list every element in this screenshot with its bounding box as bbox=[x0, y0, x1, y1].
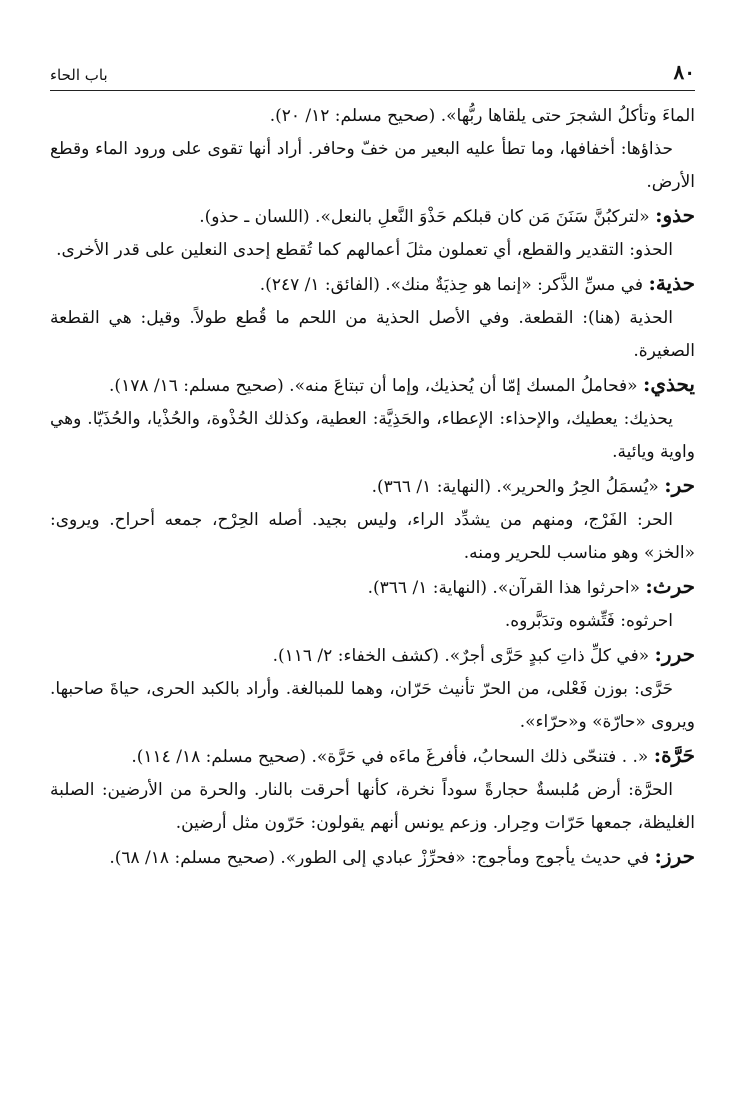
entry-text: في مسِّ الذَّكر: «إنما هو حِذيَةٌ منك». (الفائق: ١/ ٢٤٧). bbox=[259, 275, 644, 295]
dictionary-entry bbox=[50, 368, 695, 403]
entry-headword: حرث: bbox=[645, 574, 695, 598]
entry-text: «لتركبُنَّ سَنَنَ مَن كان قبلكم حَذْوَ النَّعلِ بالنعل». (اللسان ـ حذو). bbox=[199, 207, 650, 227]
dictionary-entry bbox=[50, 638, 695, 673]
dictionary-entry bbox=[50, 199, 695, 234]
paragraph: يحذيك: يعطيك، والإحذاء: الإعطاء، والحَذِيَّة: العطية، وكذلك الحُذْوة، والحُذْيا، والحُذَيّا. وهي واوية ويائية. bbox=[50, 409, 695, 462]
dictionary-entry bbox=[50, 267, 695, 302]
dictionary-entry bbox=[50, 739, 695, 774]
paragraph: الحذية (هنا): القطعة. وفي الأصل الحذية من اللحم ما قُطع طولاً. وقيل: هي القطعة الصغيرة. bbox=[50, 308, 695, 361]
entry-text: «فحاملُ المسك إمّا أن يُحذيك، وإما أن تبتاعَ منه». (صحيح مسلم: ١٦/ ١٧٨). bbox=[109, 376, 638, 396]
entry-text: في حديث يأجوج ومأجوج: «فحرِّزْ عبادي إلى الطور». (صحيح مسلم: ١٨/ ٦٨). bbox=[109, 848, 650, 868]
paragraph: الماءَ وتأكلُ الشجرَ حتى يلقاها ربُّها». (صحيح مسلم: ١٢/ ٢٠). bbox=[269, 106, 695, 126]
entry-headword: حذية: bbox=[648, 271, 695, 295]
entry-headword: حرر: bbox=[654, 642, 695, 666]
paragraph: احرثوه: فَتِّشوه وتدَبَّروه. bbox=[504, 611, 673, 631]
paragraph: حذاؤها: أخفافها، وما تطأ عليه البعير من خفّ وحافر. أراد أنها تقوى على ورود الماء وقطع الأرض. bbox=[50, 139, 695, 192]
entry-headword: حرز: bbox=[654, 844, 695, 868]
entry-headword: يحذي: bbox=[642, 372, 695, 396]
chapter-title: باب الحاء bbox=[50, 66, 108, 84]
dictionary-entry bbox=[50, 840, 695, 875]
entry-text: «. . فتنحّى ذلك السحابُ، فأفرغَ ماءَه في حَرَّة». (صحيح مسلم: ١٨/ ١١٤). bbox=[131, 747, 649, 767]
entry-text: «يُسمَلُ الحِرُ والحرير». (النهاية: ١/ ٣٦٦). bbox=[371, 477, 659, 497]
paragraph: حَرَّى: بوزن فَعْلى، من الحرّ تأنيث حَرّان، وهما للمبالغة. وأراد بالكبد الحرى، حياةَ صاحبها. ويروى «حارّة» و«حرّاء». bbox=[50, 679, 695, 732]
paragraph: الحرَّة: أرض مُلبسةٌ حجارةً سوداً نخرة، كأنها أحرقت بالنار. والحرة من الأرضين: الصلبة الغليظة، جمعها حَرّات وحِرار. وزعم يونس أنهم يقولون: حَرّون مثل أرضين. bbox=[50, 780, 695, 833]
page-number: ٨٠ bbox=[673, 60, 695, 84]
paragraph: الحذو: التقدير والقطع، أي تعملون مثلَ أعمالهم كما تُقطع إحدى النعلين على قدر الأخرى. bbox=[56, 240, 673, 260]
entry-headword: حَرَّة: bbox=[653, 743, 695, 767]
entry-text: «احرثوا هذا القرآن». (النهاية: ١/ ٣٦٦). bbox=[367, 578, 640, 598]
dictionary-entry bbox=[50, 570, 695, 605]
page-header bbox=[50, 50, 695, 91]
entry-headword: حر: bbox=[664, 473, 695, 497]
paragraph: الحر: الفَرْج، ومنهم من يشدِّد الراء، وليس بجيد. أصله الحِرْح، جمعه أحراح. ويروى: «الخز» وهو مناسب للحرير ومنه. bbox=[50, 510, 695, 563]
entry-headword: حذو: bbox=[655, 203, 695, 227]
dictionary-entry bbox=[50, 469, 695, 504]
page-content bbox=[50, 100, 695, 875]
entry-text: «في كلِّ ذاتِ كبدٍ حَرَّى أجرٌ». (كشف الخفاء: ٢/ ١١٦). bbox=[272, 646, 650, 666]
